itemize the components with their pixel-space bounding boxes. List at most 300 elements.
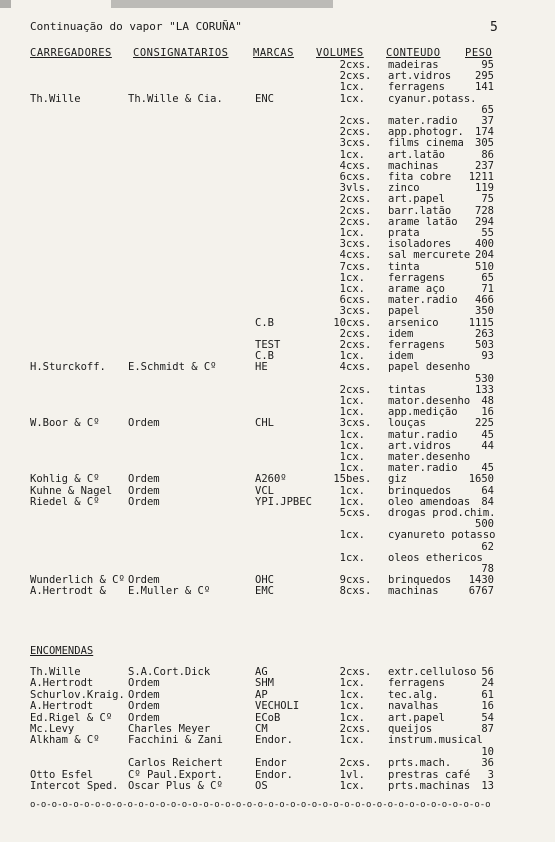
cell-c5: arsenico: [388, 316, 439, 329]
cell-c6: 6767: [468, 585, 494, 598]
cell-c1: Ed.Rigel & Cº: [30, 711, 113, 724]
footer-rule: o-o-o-o-o-o-o-o-o-o-o-o-o-o-o-o-o-o-o-o-o-o-o-o-o-o-o-o-o-o-o-o-o-o-o-o-o-o-o-o-o-o-o: [30, 800, 491, 810]
cell-c5: tinta: [388, 260, 420, 273]
cell-c5: oleos ethericos: [388, 551, 483, 564]
cell-c2: Ordem: [128, 417, 160, 430]
cell-c1: Riedel & Cº: [30, 495, 100, 508]
cell-c4u: cx.: [346, 529, 365, 542]
cell-c6: 16: [481, 700, 494, 713]
cell-c4: 3: [339, 238, 346, 251]
cell-c3: VECHOLI: [255, 700, 300, 713]
table-row: [0, 701, 555, 712]
table-row: [0, 362, 555, 373]
cell-c4u: cxs.: [346, 723, 372, 735]
cell-c4: 1: [339, 711, 346, 724]
cell-c4u: cx.: [346, 350, 365, 363]
table-row: [0, 318, 555, 329]
table-row: [0, 713, 555, 724]
table-row: [0, 206, 555, 217]
cell-c4: 2: [339, 115, 346, 127]
table-row: [0, 430, 555, 441]
cell-c5: cyanur.potass.: [388, 92, 477, 105]
cell-c4u: cx.: [346, 271, 365, 284]
cell-c5: brinquedos: [388, 574, 452, 587]
cell-c6: 62: [481, 540, 494, 553]
cell-c6: 16: [481, 406, 494, 419]
cell-c4u: cx.: [346, 711, 365, 724]
cell-c4u: cx.: [346, 780, 365, 792]
cell-c4u: cxs.: [346, 585, 372, 598]
cell-c5: machinas: [388, 585, 439, 598]
cell-c2: S.A.Cort.Dick: [128, 666, 211, 678]
cell-c4: 7: [339, 260, 346, 273]
cell-c4u: cxs.: [346, 757, 372, 770]
cell-c6: 44: [481, 439, 494, 452]
cell-c5: cyanureto potasso: [388, 529, 496, 542]
cell-c6: 350: [475, 305, 494, 318]
table-row: [0, 418, 555, 429]
cell-c1: Alkham & Cº: [30, 734, 100, 747]
cell-c6: 84: [481, 495, 494, 508]
cell-c4: 1: [339, 677, 346, 690]
cell-c4u: cx.: [346, 148, 365, 161]
cell-c3: CM: [255, 723, 268, 735]
cell-c4: 1: [339, 439, 346, 452]
cell-c4: 8: [339, 585, 346, 598]
cell-c6: 294: [475, 215, 494, 228]
cell-c4u: cx.: [346, 700, 365, 713]
table-row: [0, 295, 555, 306]
table-row: [0, 228, 555, 239]
cell-c6: 65: [481, 271, 494, 284]
header-volumes: VOLUMES: [316, 47, 364, 59]
cell-c4: 5: [339, 507, 346, 519]
cell-c6: 503: [475, 339, 494, 351]
cell-c4: 9: [339, 574, 346, 587]
cell-c4: 4: [339, 159, 346, 172]
cell-c1: Mc.Levy: [30, 723, 75, 735]
cell-c6: 3: [487, 768, 494, 781]
cell-c6: 55: [481, 227, 494, 239]
cell-c4u: bes.: [346, 473, 372, 486]
cell-c1: Kuhne & Nagel: [30, 484, 113, 497]
cell-c4u: cxs.: [346, 126, 372, 139]
table-row: [0, 667, 555, 678]
cell-c2: Charles Meyer: [128, 723, 211, 735]
cell-c5: ferragens: [388, 677, 445, 690]
cell-c4: 2: [339, 666, 346, 678]
cell-c1: A.Hertrodt: [30, 700, 94, 713]
cell-c5: mater.radio: [388, 115, 458, 127]
cell-c4: 2: [339, 215, 346, 228]
cell-c6: 61: [481, 688, 494, 701]
cell-c4: 1: [339, 283, 346, 295]
cell-c5: sal mercurete: [388, 249, 471, 262]
cell-c6: 305: [475, 137, 494, 150]
table-row: [0, 758, 555, 769]
table-row: [0, 340, 555, 351]
cell-c4: 2: [339, 193, 346, 206]
cell-c4: 1: [339, 406, 346, 419]
cell-c4u: cx.: [346, 484, 365, 497]
cell-c2: Ordem: [128, 700, 160, 713]
cell-c4u: cxs.: [346, 260, 372, 273]
table-row: [0, 239, 555, 250]
cell-c3: HE: [255, 361, 268, 374]
cell-c3: Endor.: [255, 768, 293, 781]
cell-c4u: cx.: [346, 451, 365, 463]
cell-c3: Endor: [255, 757, 287, 770]
cell-c6: 510: [475, 260, 494, 273]
table-row: [0, 770, 555, 781]
cell-c5: oleo amendoas: [388, 495, 471, 508]
cell-c4: 1: [339, 462, 346, 475]
cell-c4: 4: [339, 361, 346, 374]
cell-c2: Ordem: [128, 677, 160, 690]
cell-c4u: cxs.: [346, 327, 372, 340]
cell-c4u: cx.: [346, 734, 365, 747]
table-row: [0, 781, 555, 792]
cell-c4u: cxs.: [346, 215, 372, 228]
cell-c5: barr.latão: [388, 204, 452, 217]
cell-c4u: cx.: [346, 406, 365, 419]
cell-c3: CHL: [255, 417, 274, 430]
cell-c3: EMC: [255, 585, 274, 598]
cell-c6: 1430: [468, 574, 494, 587]
cell-c4: 2: [339, 339, 346, 351]
cell-c4u: cxs.: [346, 305, 372, 318]
cell-c4u: cx.: [346, 81, 365, 94]
scan-edge: [0, 0, 555, 8]
cell-c6: 64: [481, 484, 494, 497]
table-row: [0, 452, 555, 463]
cell-c6: 71: [481, 283, 494, 295]
table-row: [0, 127, 555, 138]
cell-c5: app.photogr.: [388, 126, 464, 139]
cell-c3: OHC: [255, 574, 274, 587]
table-row: [0, 724, 555, 735]
table-row: [0, 385, 555, 396]
cell-c4: 1: [339, 551, 346, 564]
cell-c5: mater.radio: [388, 294, 458, 307]
cell-c6: 400: [475, 238, 494, 251]
cell-c3: AP: [255, 688, 268, 701]
cell-c5: idem: [388, 327, 414, 340]
cell-c5: films cinema: [388, 137, 464, 150]
cell-c4u: cx.: [346, 688, 365, 701]
page-number: 5: [490, 20, 498, 35]
cell-c4u: cxs.: [346, 383, 372, 396]
cell-c4: 2: [339, 327, 346, 340]
cell-c2: Ordem: [128, 473, 160, 486]
cell-c5: extr.celluloso: [388, 666, 477, 678]
page-title: Continuação do vapor "LA CORUÑA": [30, 20, 242, 33]
table-row: [0, 747, 555, 758]
cell-c5: machinas: [388, 159, 439, 172]
cell-c6: 87: [481, 723, 494, 735]
table-row: [0, 105, 555, 116]
cell-c5: navalhas: [388, 700, 439, 713]
cell-c2: Th.Wille & Cia.: [128, 92, 223, 105]
cell-c4u: cxs.: [346, 361, 372, 374]
cell-c4u: cxs.: [346, 159, 372, 172]
header-marcas: MARCAS: [253, 47, 294, 59]
cell-c4: 3: [339, 137, 346, 150]
cell-c4u: cxs.: [346, 171, 372, 183]
table-row: [0, 60, 555, 71]
cell-c4: 1: [339, 529, 346, 542]
cell-c6: 36: [481, 757, 494, 770]
cell-c6: 45: [481, 428, 494, 441]
cell-c4: 1: [339, 428, 346, 441]
section-title: ENCOMENDAS: [30, 645, 94, 657]
cell-c4: 2: [339, 126, 346, 139]
cell-c5: papel: [388, 305, 420, 318]
cell-c5: louças: [388, 417, 426, 430]
cell-c4u: cxs.: [346, 70, 372, 83]
cell-c6: 133: [475, 383, 494, 396]
cell-c4: 1: [339, 734, 346, 747]
cell-c5: art.papel: [388, 193, 445, 206]
cell-c4u: cxs.: [346, 316, 372, 329]
cell-c6: 10: [481, 745, 494, 758]
cell-c4u: cxs.: [346, 204, 372, 217]
cell-c4u: cxs.: [346, 193, 372, 206]
cell-c4: 15: [333, 473, 346, 486]
cell-c5: tec.alg.: [388, 688, 439, 701]
cell-c5: papel desenho: [388, 361, 471, 374]
cell-c5: idem: [388, 350, 414, 363]
cell-c2: E.Schmidt & Cº: [128, 361, 217, 374]
cell-c5: drogas prod.chim.: [388, 507, 496, 519]
cell-c4: 1: [339, 227, 346, 239]
cell-c3: Endor.: [255, 734, 293, 747]
table-row: [0, 194, 555, 205]
cell-c4u: cx.: [346, 677, 365, 690]
cell-c3: ECoB: [255, 711, 281, 724]
cell-c4u: cx.: [346, 495, 365, 508]
cell-c4u: cxs.: [346, 238, 372, 251]
cell-c4: 1: [339, 484, 346, 497]
cell-c4: 1: [339, 495, 346, 508]
cell-c4: 1: [339, 768, 346, 781]
cell-c5: madeiras: [388, 59, 439, 71]
table-row: [0, 678, 555, 689]
cell-c4u: cxs.: [346, 666, 372, 678]
header-conteudo: CONTEUDO: [386, 47, 441, 59]
table-row: [0, 396, 555, 407]
cell-c6: 728: [475, 204, 494, 217]
cell-c3: C.B: [255, 316, 274, 329]
cell-c6: 141: [475, 81, 494, 94]
table-row: [0, 250, 555, 261]
cell-c4: 1: [339, 148, 346, 161]
cell-c4u: cxs.: [346, 507, 372, 519]
cell-c5: app.medição: [388, 406, 458, 419]
cell-c4u: cx.: [346, 551, 365, 564]
cell-c5: brinquedos: [388, 484, 452, 497]
cell-c5: instrum.musical: [388, 734, 483, 747]
table-row: [0, 138, 555, 149]
cell-c4u: cx.: [346, 462, 365, 475]
cell-c2: Carlos Reichert: [128, 757, 223, 770]
cell-c6: 24: [481, 677, 494, 690]
cell-c5: arame latão: [388, 215, 458, 228]
cell-c4: 3: [339, 417, 346, 430]
cell-c1: Schurlov.Kraig.: [30, 688, 125, 701]
cell-c5: zinco: [388, 182, 420, 195]
cell-c6: 1650: [468, 473, 494, 486]
cell-c4: 1: [339, 92, 346, 105]
cell-c4: 2: [339, 59, 346, 71]
table-row: [0, 262, 555, 273]
table-row: [0, 172, 555, 183]
cell-c1: Th.Wille: [30, 92, 81, 105]
cell-c6: 119: [475, 182, 494, 195]
cell-c5: art.latão: [388, 148, 445, 161]
cell-c5: fita cobre: [388, 171, 452, 183]
cell-c1: Th.Wille: [30, 666, 81, 678]
table-row: [0, 508, 555, 519]
cell-c3: A260º: [255, 473, 287, 486]
cell-c1: Kohlig & Cº: [30, 473, 100, 486]
header-consignatarios: CONSIGNATARIOS: [133, 47, 229, 59]
cell-c4: 6: [339, 294, 346, 307]
cell-c6: 95: [481, 59, 494, 71]
cell-c6: 174: [475, 126, 494, 139]
table-row: [0, 474, 555, 485]
cell-c3: VCL: [255, 484, 274, 497]
cell-c6: 1115: [468, 316, 494, 329]
cell-c4: 1: [339, 688, 346, 701]
cell-c3: C.B: [255, 350, 274, 363]
cell-c3: SHM: [255, 677, 274, 690]
cell-c6: 530: [475, 372, 494, 385]
cell-c4u: cxs.: [346, 339, 372, 351]
table-row: [0, 82, 555, 93]
cell-c6: 45: [481, 462, 494, 475]
cell-c3: TEST: [255, 339, 281, 351]
cell-c4u: cx.: [346, 395, 365, 407]
cell-c4: 2: [339, 70, 346, 83]
table-row: [0, 441, 555, 452]
cell-c4: 1: [339, 350, 346, 363]
cell-c5: prata: [388, 227, 420, 239]
cell-c4u: cx.: [346, 428, 365, 441]
cell-c1: A.Hertrodt: [30, 677, 94, 690]
table-row: [0, 183, 555, 194]
cell-c4u: cxs.: [346, 574, 372, 587]
cell-c4: 1: [339, 81, 346, 94]
cell-c1: Otto Esfel: [30, 768, 94, 781]
table-row: [0, 94, 555, 105]
cell-c5: mater.radio: [388, 462, 458, 475]
cell-c2: E.Muller & Cº: [128, 585, 211, 598]
table-row: [0, 217, 555, 228]
cell-c4u: vls.: [346, 182, 372, 195]
cell-c4: 1: [339, 780, 346, 792]
cell-c5: mator.desenho: [388, 395, 471, 407]
table-row: [0, 284, 555, 295]
cell-c5: ferragens: [388, 81, 445, 94]
cell-c1: Intercot Sped.: [30, 780, 119, 792]
cell-c5: prestras café: [388, 768, 471, 781]
table-row: [0, 486, 555, 497]
cell-c5: art.vidros: [388, 439, 452, 452]
cell-c6: 56: [481, 666, 494, 678]
cell-c5: tintas: [388, 383, 426, 396]
cell-c4: 1: [339, 395, 346, 407]
table-row: [0, 273, 555, 284]
cell-c4u: cxs.: [346, 417, 372, 430]
cell-c6: 37: [481, 115, 494, 127]
cell-c1: W.Boor & Cº: [30, 417, 100, 430]
cell-c6: 237: [475, 159, 494, 172]
cell-c2: Ordem: [128, 711, 160, 724]
table-row: [0, 542, 555, 553]
cell-c4: 1: [339, 271, 346, 284]
cell-c4: 2: [339, 204, 346, 217]
cell-c2: Ordem: [128, 688, 160, 701]
cell-c4u: cxs.: [346, 294, 372, 307]
cell-c3: OS: [255, 780, 268, 792]
cell-c4: 6: [339, 171, 346, 183]
cell-c2: Ordem: [128, 574, 160, 587]
table-row: [0, 71, 555, 82]
table-row: [0, 374, 555, 385]
cell-c2: Cº Paul.Export.: [128, 768, 223, 781]
cell-c6: 78: [481, 563, 494, 575]
cell-c4u: cx.: [346, 227, 365, 239]
cell-c6: 13: [481, 780, 494, 792]
cell-c3: ENC: [255, 92, 274, 105]
cell-c2: Ordem: [128, 484, 160, 497]
table-row: [0, 553, 555, 564]
cell-c4u: vl.: [346, 768, 365, 781]
cell-c4: 10: [333, 316, 346, 329]
cell-c4: 1: [339, 451, 346, 463]
cell-c4: 3: [339, 182, 346, 195]
cell-c5: mater.desenho: [388, 451, 471, 463]
cell-c4: 4: [339, 249, 346, 262]
cell-c4u: cxs.: [346, 137, 372, 150]
cell-c6: 500: [475, 518, 494, 531]
cell-c1: H.Sturckoff.: [30, 361, 106, 374]
cell-c5: giz: [388, 473, 407, 486]
cell-c4u: cx.: [346, 439, 365, 452]
cell-c6: 54: [481, 711, 494, 724]
cell-c4: 2: [339, 383, 346, 396]
cell-c5: ferragens: [388, 271, 445, 284]
cell-c6: 263: [475, 327, 494, 340]
cell-c6: 75: [481, 193, 494, 206]
cell-c4u: cx.: [346, 283, 365, 295]
cell-c1: A.Hertrodt &: [30, 585, 106, 598]
cell-c4u: cxs.: [346, 59, 372, 71]
table-row: [0, 530, 555, 541]
header-carregadores: CARREGADORES: [30, 47, 112, 59]
cell-c4: 3: [339, 305, 346, 318]
cell-c4u: cxs.: [346, 115, 372, 127]
cell-c6: 86: [481, 148, 494, 161]
table-row: [0, 586, 555, 597]
cell-c6: 295: [475, 70, 494, 83]
cell-c5: queijos: [388, 723, 433, 735]
cell-c2: Facchini & Zani: [128, 734, 223, 747]
cell-c5: art.vidros: [388, 70, 452, 83]
cell-c2: Ordem: [128, 495, 160, 508]
cell-c1: Wunderlich & Cº: [30, 574, 125, 587]
